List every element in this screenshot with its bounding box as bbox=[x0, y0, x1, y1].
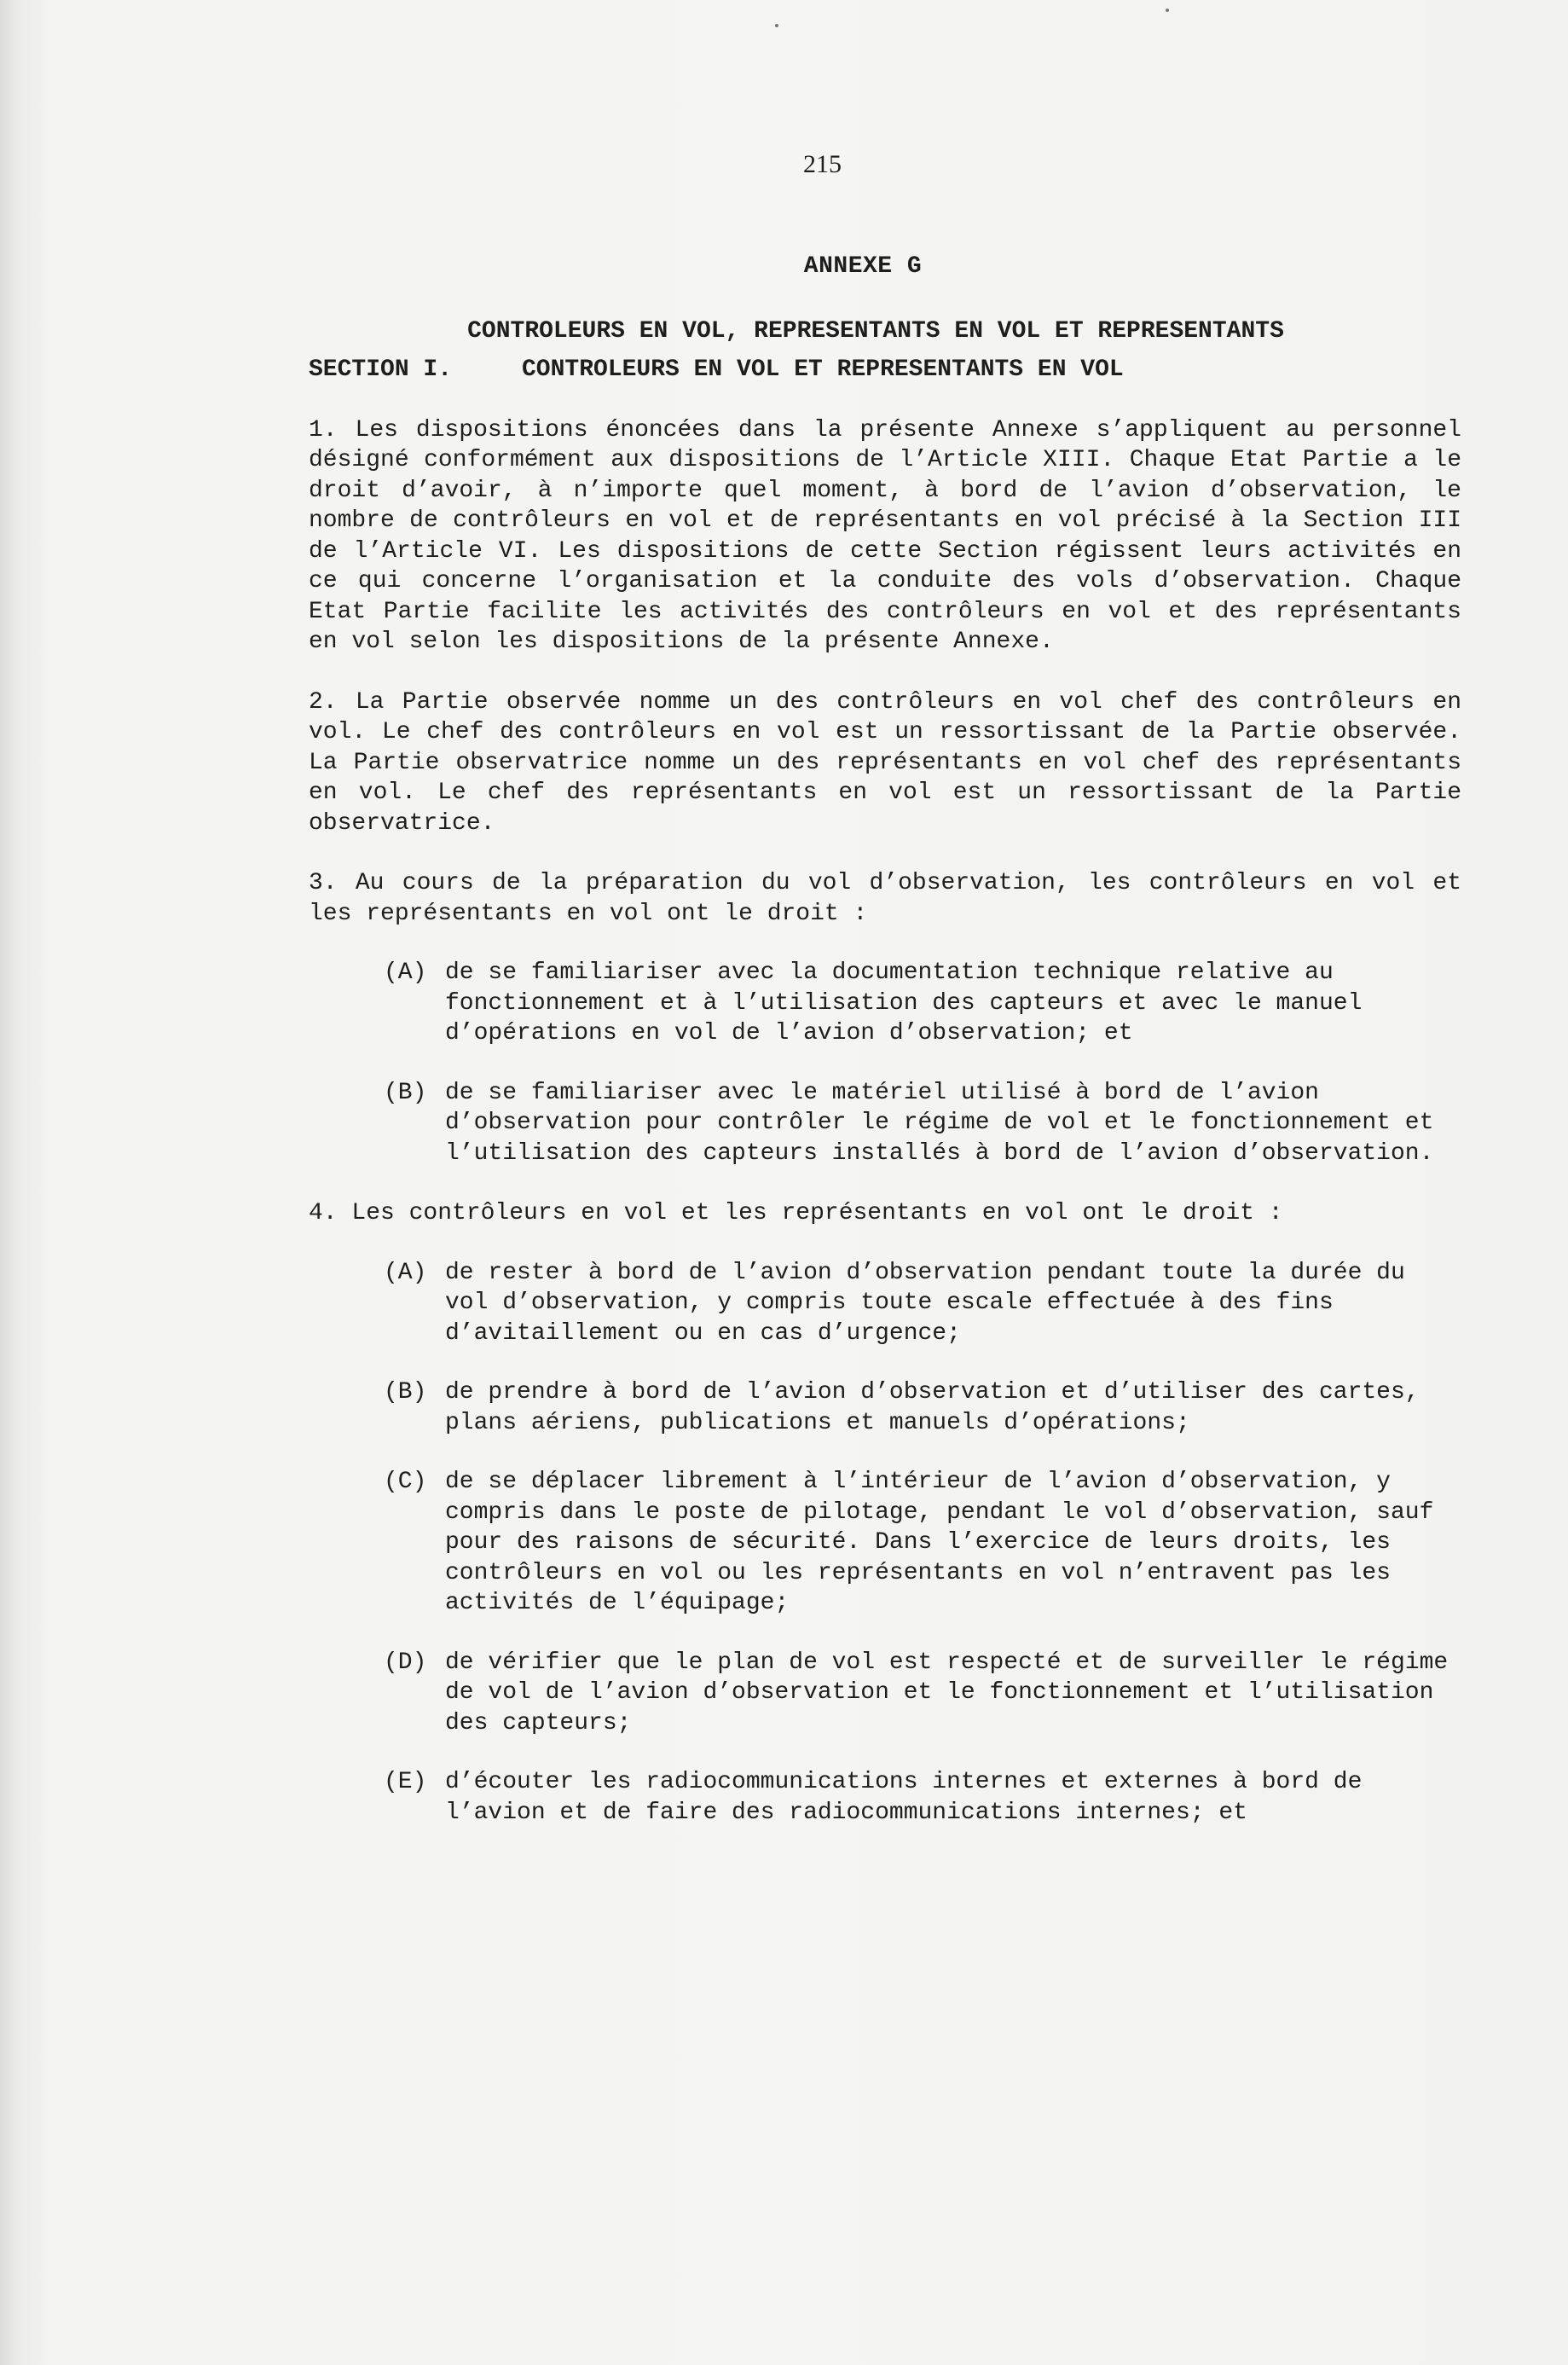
paragraph-1: 1. Les dispositions énoncées dans la présente Annexe s’appliquent au personnel désigné conformément aux dispositions de l’Article XIII. Chaque Etat Partie a le droit d’avoir, à n’importe quel moment, à bord de l’avion d’observation, le nombre de contrôleurs en vol et de représentants en vol précisé à la Section III de l’Article VI. Les dispositions de cette Section régissent leurs activités en ce qui concerne l’organisation et la conduite des vols d’observation. Chaque Etat Partie facilite les activités des contrôleurs en vol et des représentants en vol selon les dispositions de la présente Annexe. bbox=[309, 416, 1461, 655]
item-text: de prendre à bord de l’avion d’observation et d’utiliser des cartes, plans aériens, publications et manuels d’opérations; bbox=[445, 1379, 1420, 1436]
item-text: de rester à bord de l’avion d’observation pendant toute la durée du vol d’observation, y compris toute escale effectuée à des fins d’avitaillement ou en cas d’urgence; bbox=[445, 1259, 1405, 1347]
item-label: (B) bbox=[384, 1379, 427, 1406]
item-text: de se familiariser avec le matériel utilisé à bord de l’avion d’observation pour contrôler le régime de vol et le fonctionnement et l’utilisation des capteurs installés à bord de l’avion d’observation. bbox=[445, 1079, 1434, 1167]
item-label: (E) bbox=[384, 1769, 427, 1795]
item-label: (B) bbox=[384, 1079, 427, 1106]
list-item bbox=[384, 1078, 1461, 1169]
item-label: (D) bbox=[384, 1649, 427, 1676]
item-label: (A) bbox=[384, 959, 427, 986]
list-item bbox=[384, 958, 1461, 1049]
section-heading bbox=[309, 355, 1485, 385]
list-item bbox=[384, 1467, 1461, 1619]
list-item bbox=[384, 1377, 1461, 1438]
page-number: 215 bbox=[803, 150, 842, 178]
item-text: de vérifier que le plan de vol est respecté et de surveiller le régime de vol de l’avion d’observation et le fonctionnement et l’utilisation des capteurs; bbox=[445, 1649, 1449, 1736]
item-label: (C) bbox=[384, 1469, 427, 1495]
list-item bbox=[384, 1648, 1461, 1739]
paragraph-3: 3. Au cours de la préparation du vol d’observation, les contrôleurs en vol et les représentants en vol ont le droit : bbox=[309, 870, 1461, 927]
section-title: CONTROLEURS EN VOL ET REPRESENTANTS EN VOL bbox=[522, 356, 1124, 383]
section-number: SECTION I. bbox=[309, 356, 453, 383]
item-text: de se déplacer librement à l’intérieur de l’avion d’observation, y compris dans le poste de pilotage, pendant le vol d’observation, sauf pour des raisons de sécurité. Dans l’exercice de leurs droits, les contrôleurs en vol ou les représentants en vol n’entravent pas les activités de l’équipage; bbox=[445, 1469, 1434, 1616]
list-item bbox=[384, 1767, 1461, 1828]
scan-speck bbox=[1166, 9, 1169, 12]
paragraph-4-items bbox=[309, 1258, 1485, 1829]
paragraph-2: 2. La Partie observée nomme un des contrôleurs en vol chef des contrôleurs en vol. Le chef des contrôleurs en vol est un ressortissant de la Partie observée. La Partie observatrice nomme un des représentants en vol chef des représentants en vol. Le chef des représentants en vol est un ressortissant de la Partie observatrice. bbox=[309, 688, 1461, 837]
paragraph-4: 4. Les contrôleurs en vol et les représentants en vol ont le droit : bbox=[309, 1200, 1283, 1226]
document-title: CONTROLEURS EN VOL, REPRESENTANTS EN VOL ET REPRESENTANTS bbox=[467, 317, 1284, 345]
item-text: d’écouter les radiocommunications internes et externes à bord de l’avion et de faire des radiocommunications internes; et bbox=[445, 1769, 1363, 1826]
item-text: de se familiariser avec la documentation technique relative au fonctionnement et à l’utilisation des capteurs et avec le manuel d’opérations en vol de l’avion d’observation; et bbox=[445, 959, 1363, 1046]
paragraph-3-items bbox=[309, 958, 1485, 1168]
annex-document bbox=[309, 252, 1485, 1828]
scan-speck bbox=[775, 24, 778, 27]
annex-title: ANNEXE G bbox=[803, 253, 923, 280]
list-item bbox=[384, 1258, 1461, 1349]
item-label: (A) bbox=[384, 1259, 427, 1286]
